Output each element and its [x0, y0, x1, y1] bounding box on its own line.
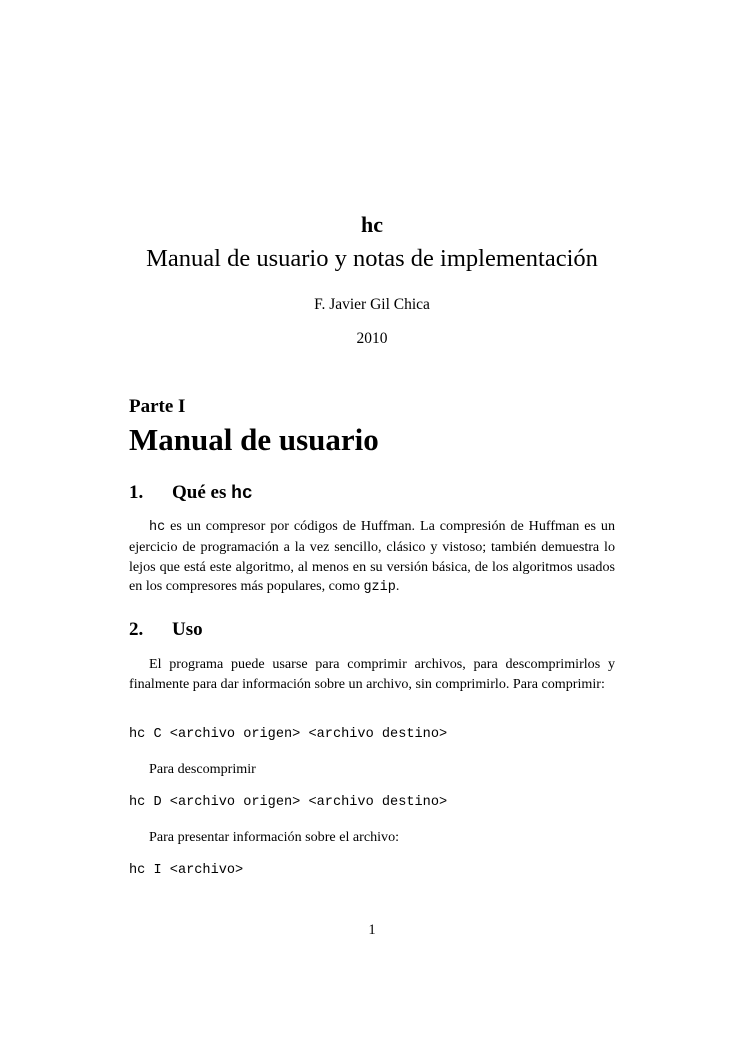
section-1-body-end: .: [395, 578, 400, 595]
section-1-heading: [129, 482, 253, 504]
info-label: Para presentar información sobre el archivo:: [149, 829, 400, 845]
decompress-label: Para descomprimir: [149, 761, 256, 777]
author-name: F. Javier Gil Chica: [314, 296, 430, 313]
code-compress: hc C <archivo origen> <archivo destino>: [129, 727, 448, 742]
section-1-code-hc: hc: [149, 520, 166, 535]
code-info: hc I <archivo>: [129, 863, 244, 878]
page-number: 1: [368, 922, 376, 938]
section-2-heading: [129, 619, 203, 641]
publication-date: 2010: [356, 330, 388, 347]
section-2-number: 2.: [129, 619, 144, 640]
section-1-body-text: es un compresor por códigos de Huffman. La compresión de Huffman es un ejercicio de programación a la vez sencillo, clásico y vistoso; también demuestra lo lejos que está este algoritmo, al menos en su versión básica, de los algoritmos usados en los compresores más populares, como: [129, 518, 615, 595]
part-label: Parte I: [129, 396, 186, 417]
section-1-heading-code: hc: [231, 484, 253, 504]
document-title: hc: [361, 212, 383, 237]
section-1-paragraph: [129, 517, 615, 598]
part-title: Manual de usuario: [129, 422, 379, 457]
section-1-number: 1.: [129, 482, 144, 503]
section-2-heading-text: Uso: [172, 619, 203, 640]
section-1-heading-text: Qué es: [172, 482, 232, 503]
document-subtitle: Manual de usuario y notas de implementación: [146, 245, 598, 272]
section-1-code-gzip: gzip: [363, 580, 396, 596]
section-2-intro: El programa puede usarse para comprimir archivos, para descomprimirlos y finalmente para dar información sobre un archivo, sin comprimirlo. Para comprimir:: [129, 656, 615, 692]
code-decompress: hc D <archivo origen> <archivo destino>: [129, 795, 448, 810]
